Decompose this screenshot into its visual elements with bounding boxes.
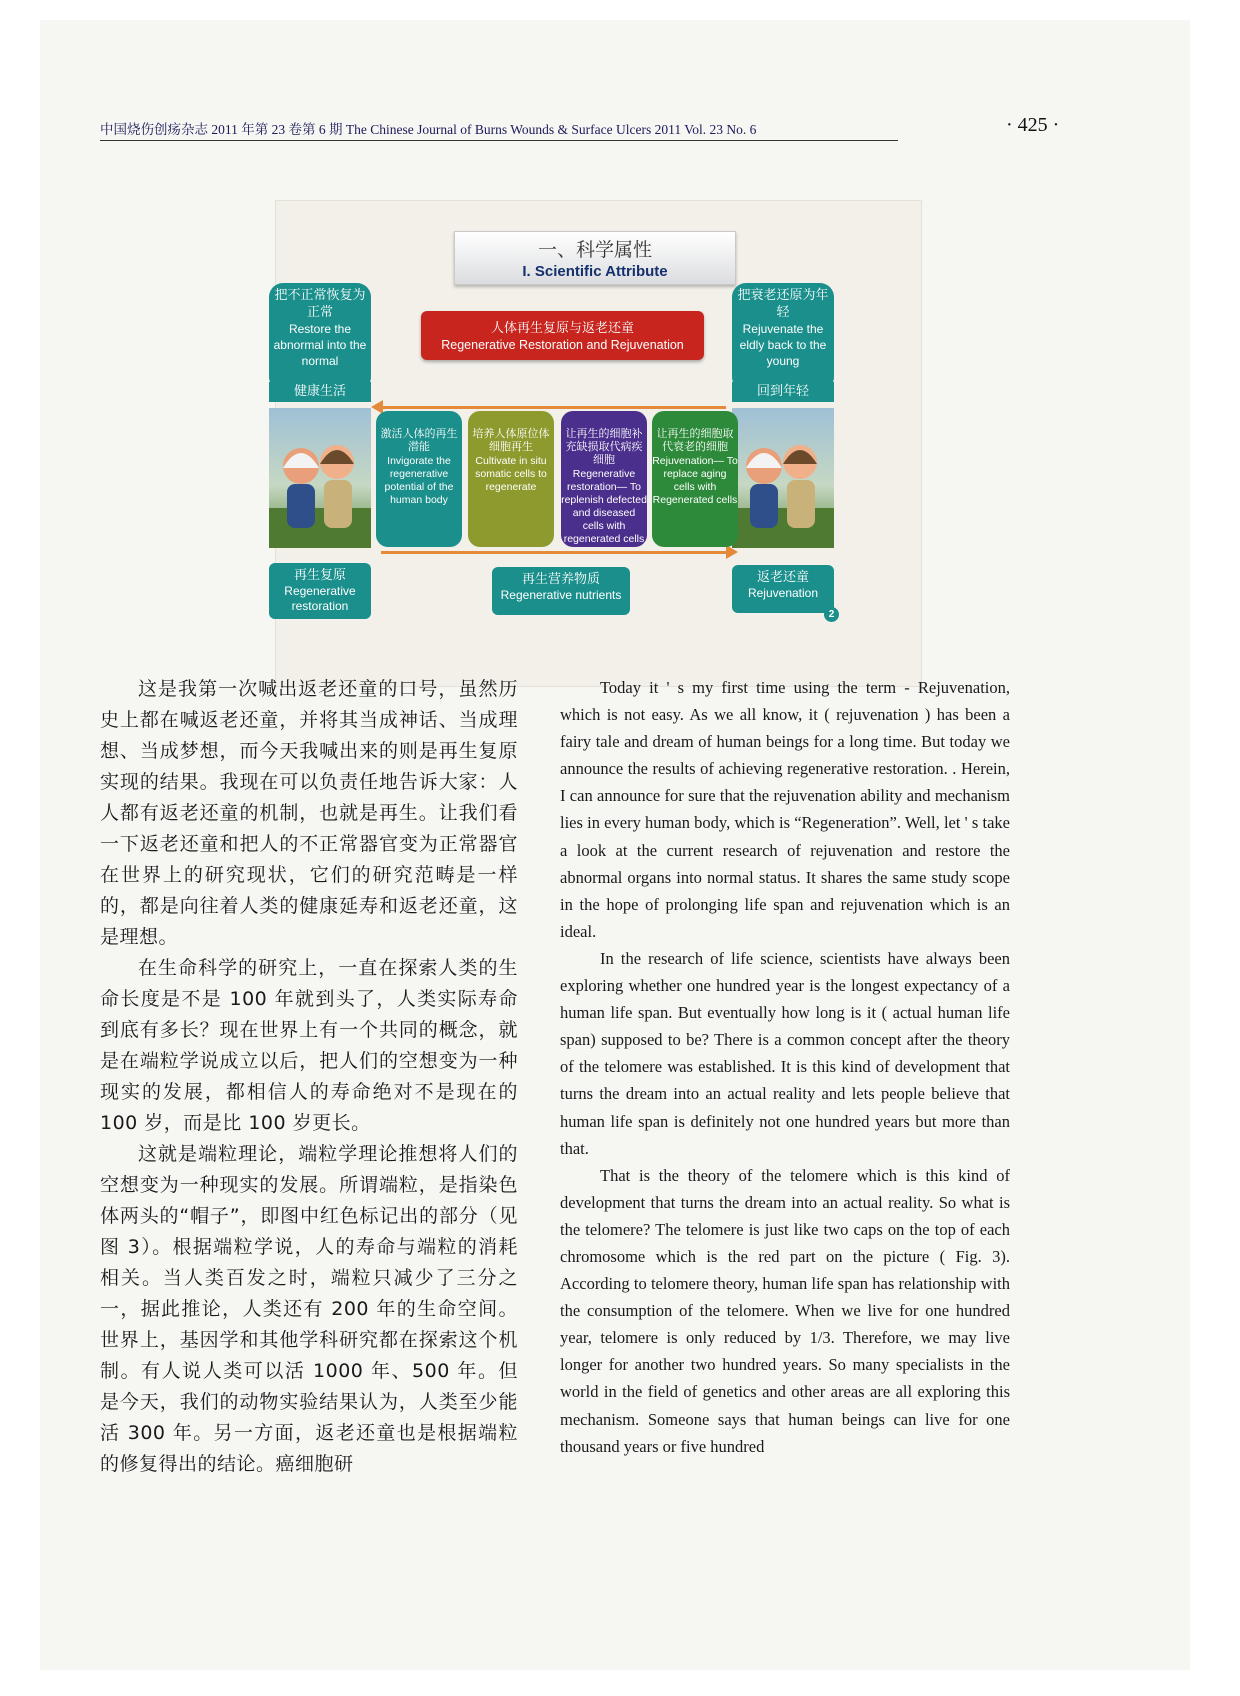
- right-goal-en: Rejuvenate the eldly back to the young: [739, 322, 827, 368]
- right-goal-box: [732, 283, 834, 391]
- cn-paragraph-3: 这就是端粒理论，端粒学理论推想将人们的空想变为一种现实的发展。所谓端粒，是指染色体两头的“帽子”，即图中红色标记出的部分（见图 3）。根据端粒学说，人的寿命与端粒的消耗相关。当人类百发之时，端粒只减少了三分之一，据此推论，人类还有 200 年的生命空间。世界上，基因学和其他学科研究都在探索这个机制。有人说人类可以活 1000 年、500 年。但是今天，我们的动物实验结果认为，人类至少能活 300 年。另一方面，返老还童也是根据端粒的修复得出的结论。癌细胞研: [100, 1143, 518, 1475]
- left-goal-cn: 把不正常恢复为正常: [274, 288, 366, 320]
- regenerative-restoration-label: [269, 563, 371, 619]
- left-goal-box: [269, 283, 371, 391]
- page-number: · 425 ·: [1006, 114, 1060, 136]
- process-box-3-cn: 让再生的细胞补充缺损取代病疾细胞: [565, 427, 643, 466]
- elderly-couple-photo-right: [732, 408, 834, 548]
- running-title: 中国烧伤创疡杂志 2011 年第 23 卷第 6 期 The Chinese Journal of Burns Wounds & Surface Ulcers 2011 Vol. 23 No. 6: [100, 122, 757, 137]
- figure-title-cn: 一、科学属性: [537, 239, 652, 261]
- cn-paragraph-1: 这是我第一次喊出返老还童的口号，虽然历史上都在喊返老还童，并将其当成神话、当成理想、当成梦想，而今天我喊出来的则是再生复原实现的结果。我现在可以负责任地告诉大家：人人都有返老还童的机制，也就是再生。让我们看一下返老还童和把人的不正常器官变为正常器官在世界上的研究现状，它们的研究范畴是一样的，都是向往着人类的健康延寿和返老还童，这是理想。: [100, 678, 518, 948]
- process-box-1-cn: 激活人体的再生潜能: [380, 427, 458, 453]
- figure-title: [454, 231, 736, 285]
- banner-en: Regenerative Restoration and Rejuvenation: [441, 338, 684, 352]
- right-tag: 回到年轻: [732, 382, 834, 402]
- header-rule: [100, 140, 898, 141]
- process-box-1-en: Invigorate the regenerative potential of the human body: [384, 455, 454, 506]
- process-box-restoration: [561, 411, 647, 547]
- process-box-2-cn: 培养人体原位体细胞再生: [472, 427, 550, 453]
- running-header: [100, 118, 1060, 138]
- cn-paragraph-2: 在生命科学的研究上，一直在探索人类的生命长度是不是 100 年就到头了，人类实际寿命到底有多长？现在世界上有一个共同的概念，就是在端粒学说成立以后，把人们的空想变为一种现实的发展，都相信人的寿命绝对不是现在的 100 岁，而是比 100 岁更长。: [100, 957, 518, 1134]
- process-box-invigorate: [376, 411, 462, 547]
- bottom-mid-en: Regenerative nutrients: [500, 588, 622, 602]
- figure-number-badge: 2: [824, 607, 839, 622]
- right-goal-cn: 把衰老还原为年轻: [737, 288, 829, 320]
- en-paragraph-1: Today it ' s my first time using the term - Rejuvenation, which is not easy. As we all know, it ( rejuvenation ) has been a fairy tale and dream of human beings for a long time. But today we announce the results of achieving regenerative restoration. . Herein, I can announce for sure that the rejuvenation ability and mechanism lies in every human body, which is “Regeneration”. Well, let ' s take a look at the current research of rejuvenation and restore the abnormal organs into normal status. It shares the same study scope in the hope of prolonging life span and rejuvenation which is an ideal.: [560, 678, 1010, 941]
- left-goal-en: Restore the abnormal into the normal: [273, 322, 367, 368]
- process-box-4-cn: 让再生的细胞取代衰老的细胞: [656, 427, 734, 453]
- regenerative-nutrients-label: [492, 567, 630, 615]
- bottom-right-cn: 返老还童: [756, 570, 809, 585]
- bottom-left-en: Regenerative restoration: [284, 584, 356, 613]
- bottom-right-en: Rejuvenation: [747, 586, 819, 600]
- bottom-left-cn: 再生复原: [293, 568, 346, 583]
- en-paragraph-3: That is the theory of the telomere which is this kind of development that turns the dream into an actual reality. So what is the telomere? The telomere is just like two caps on the top of each chromosome which is the red part on the picture ( Fig. 3). According to telomere theory, human life span has relationship with the consumption of the telomere. When we live for one hundred year, telomere is only reduced by 1/3. Therefore, we may live longer for another two hundred years. So many specialists in the world in the field of genetics and other areas are all exploring this mechanism. Someone says that human beings can live for one thousand years or five hundred: [560, 1165, 1010, 1456]
- process-box-cultivate: [468, 411, 554, 547]
- banner-cn: 人体再生复原与返老还童: [490, 321, 634, 336]
- left-tag: 健康生活: [269, 382, 371, 402]
- bottom-arrow-line: [381, 551, 726, 554]
- english-text-column: [560, 674, 1010, 1460]
- figure-2: [275, 200, 922, 687]
- process-box-3-en: Regenerative restoration— To replenish defected and diseased cells with regenerated cells: [561, 468, 647, 545]
- bottom-mid-cn: 再生营养物质: [521, 572, 600, 587]
- rejuvenation-label: [732, 565, 834, 613]
- regeneration-banner: [421, 311, 704, 360]
- chinese-text-column: [100, 674, 518, 1480]
- en-paragraph-2: In the research of life science, scientists have always been exploring whether one hundred year is the longest expectancy of a human life span. But eventually how long is it ( actual human life span) supposed to be? There is a common concept after the theory of the telomere was established. It is this kind of development that turns the dream into an actual reality and lets people believe that human life span is definitely not one hundred years but more than that.: [560, 948, 1010, 1158]
- top-arrow-line: [381, 406, 726, 409]
- process-box-rejuvenation: [652, 411, 738, 547]
- process-box-4-en: Rejuvenation— To replace aging cells with Regenerated cells: [652, 455, 738, 506]
- process-box-2-en: Cultivate in situ somatic cells to regenerate: [475, 455, 547, 493]
- elderly-couple-photo-left: [269, 408, 371, 548]
- figure-title-en: I. Scientific Attribute: [522, 263, 668, 280]
